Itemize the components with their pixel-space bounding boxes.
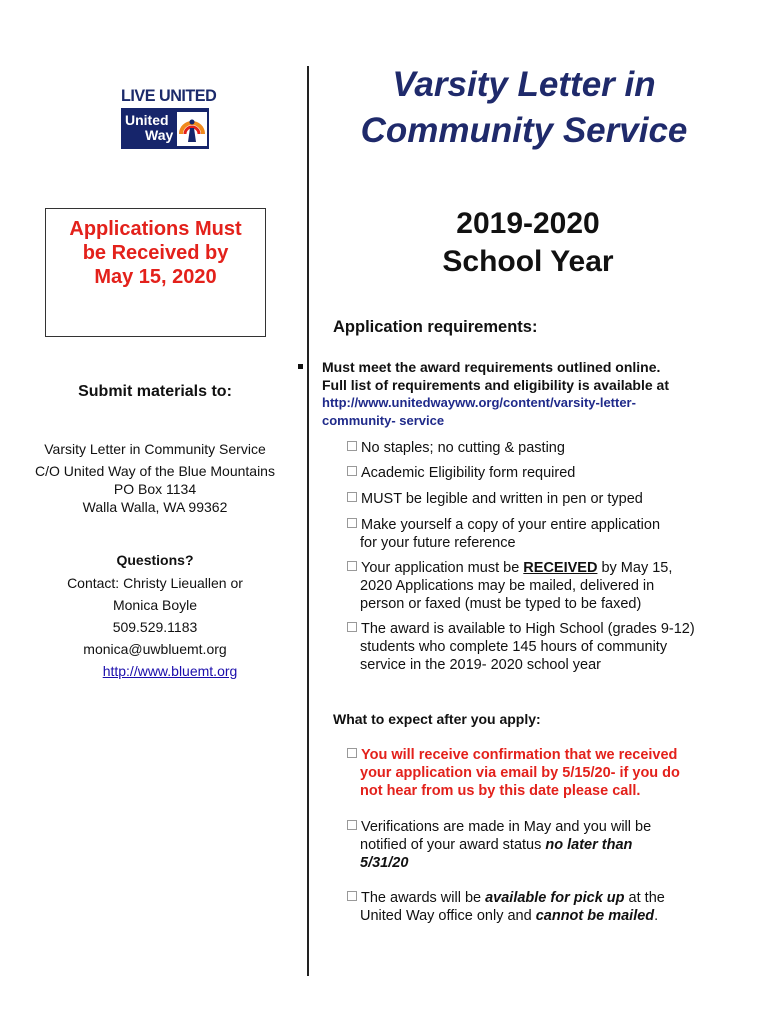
- list-item: You will receive confirmation that we received your application via email by 5/15/20- if you do not hear from us by this date please call.: [347, 746, 727, 800]
- logo-hand-rainbow-icon: [177, 112, 207, 146]
- school-year-line-2: School Year: [442, 245, 614, 278]
- mailing-address: [0, 440, 310, 516]
- received-emphasis: RECEIVED: [523, 560, 598, 576]
- list-item-continuation: 5/31/20: [360, 855, 409, 871]
- list-item-continuation: students who complete 145 hours of community: [360, 639, 668, 655]
- requirements-line-1: Must meet the award requirements outlined online.: [322, 359, 661, 375]
- title-line-1: Varsity Letter in: [392, 65, 656, 104]
- checkbox-icon: [347, 561, 357, 571]
- checkbox-icon: [347, 622, 357, 632]
- address-line: Varsity Letter in Community Service: [44, 441, 266, 457]
- title-line-2: Community Service: [360, 111, 688, 150]
- submit-heading: Submit materials to:: [78, 383, 232, 400]
- united-way-logo: [121, 86, 217, 149]
- list-item: Academic Eligibility form required: [347, 464, 727, 482]
- checkbox-icon: [347, 492, 357, 502]
- checkbox-icon: [347, 518, 357, 528]
- logo-tagline: LIVE UNITED: [121, 86, 217, 105]
- list-item-continuation: notified of your award status no later than: [360, 837, 633, 853]
- requirements-heading: Application requirements:: [333, 318, 538, 336]
- checkbox-icon: [347, 820, 357, 830]
- list-item: Your application must be RECEIVED by May 15, 2020 Applications may be mailed, delivered in person or faxed (must be typed to be faxed): [347, 559, 727, 613]
- checkbox-icon: [347, 891, 357, 901]
- list-item-continuation: for your future reference: [360, 535, 516, 551]
- checkbox-icon: [347, 441, 357, 451]
- list-item-continuation: service in the 2019- 2020 school year: [360, 657, 602, 673]
- deadline-text: [46, 209, 265, 289]
- logo-word-way: Way: [145, 127, 174, 143]
- deadline-line-1: Applications Must: [69, 218, 242, 240]
- requirements-link-1[interactable]: http://www.unitedwayww.org/content/varsity-letter-: [322, 395, 636, 410]
- after-apply-heading: What to expect after you apply:: [333, 711, 541, 727]
- list-item-continuation: person or faxed (must be typed to be faxed): [360, 596, 642, 612]
- list-item: The awards will be available for pick up at the United Way office only and cannot be mailed.: [347, 889, 727, 925]
- address-line: PO Box 1134: [113, 481, 197, 497]
- contact-line: Monica Boyle: [112, 597, 198, 613]
- logo-badge: [121, 108, 209, 149]
- list-item: Make yourself a copy of your entire application for your future reference: [347, 516, 727, 552]
- address-line: C/O United Way of the Blue Mountains: [35, 463, 275, 479]
- list-item-continuation: your application via email by 5/15/20- if you do: [360, 765, 680, 781]
- contact-line: Contact: Christy Lieuallen or: [67, 575, 243, 591]
- school-year-line-1: 2019-2020: [456, 207, 600, 240]
- list-item: MUST be legible and written in pen or typed: [347, 490, 727, 508]
- list-item-continuation: United Way office only and cannot be mailed.: [360, 908, 659, 924]
- deadline-line-3: May 15, 2020: [94, 266, 217, 288]
- square-bullet-icon: [298, 364, 303, 369]
- website-link[interactable]: http://www.bluemt.org: [102, 663, 238, 679]
- document-title: [318, 62, 730, 154]
- school-year: [318, 205, 738, 281]
- column-divider: [307, 66, 309, 976]
- deadline-box: [45, 208, 266, 337]
- contact-line: 509.529.1183: [112, 619, 198, 635]
- address-line: Walla Walla, WA 99362: [82, 499, 228, 515]
- deadline-line-2: be Received by: [82, 242, 229, 264]
- contact-info: [0, 572, 310, 682]
- requirements-line-2: Full list of requirements and eligibility is available at: [322, 377, 669, 393]
- questions-heading: Questions?: [116, 552, 194, 568]
- checkbox-icon: [347, 466, 357, 476]
- list-item: Verifications are made in May and you will be notified of your award status no later than 5/31/20: [347, 818, 727, 872]
- checkbox-icon: [347, 748, 357, 758]
- list-item-continuation: 2020 Applications may be mailed, delivered in: [360, 578, 655, 594]
- list-item: No staples; no cutting & pasting: [347, 439, 727, 457]
- list-item-continuation: not hear from us by this date please call.: [360, 783, 641, 799]
- requirements-main: [322, 358, 722, 430]
- logo-word-united: United: [125, 112, 169, 128]
- contact-email: monica@uwbluemt.org: [83, 641, 227, 657]
- requirements-link-2[interactable]: community- service: [322, 413, 445, 428]
- list-item: The award is available to High School (grades 9-12) students who complete 145 hours of community service in the 2019- 2020 school year: [347, 620, 727, 674]
